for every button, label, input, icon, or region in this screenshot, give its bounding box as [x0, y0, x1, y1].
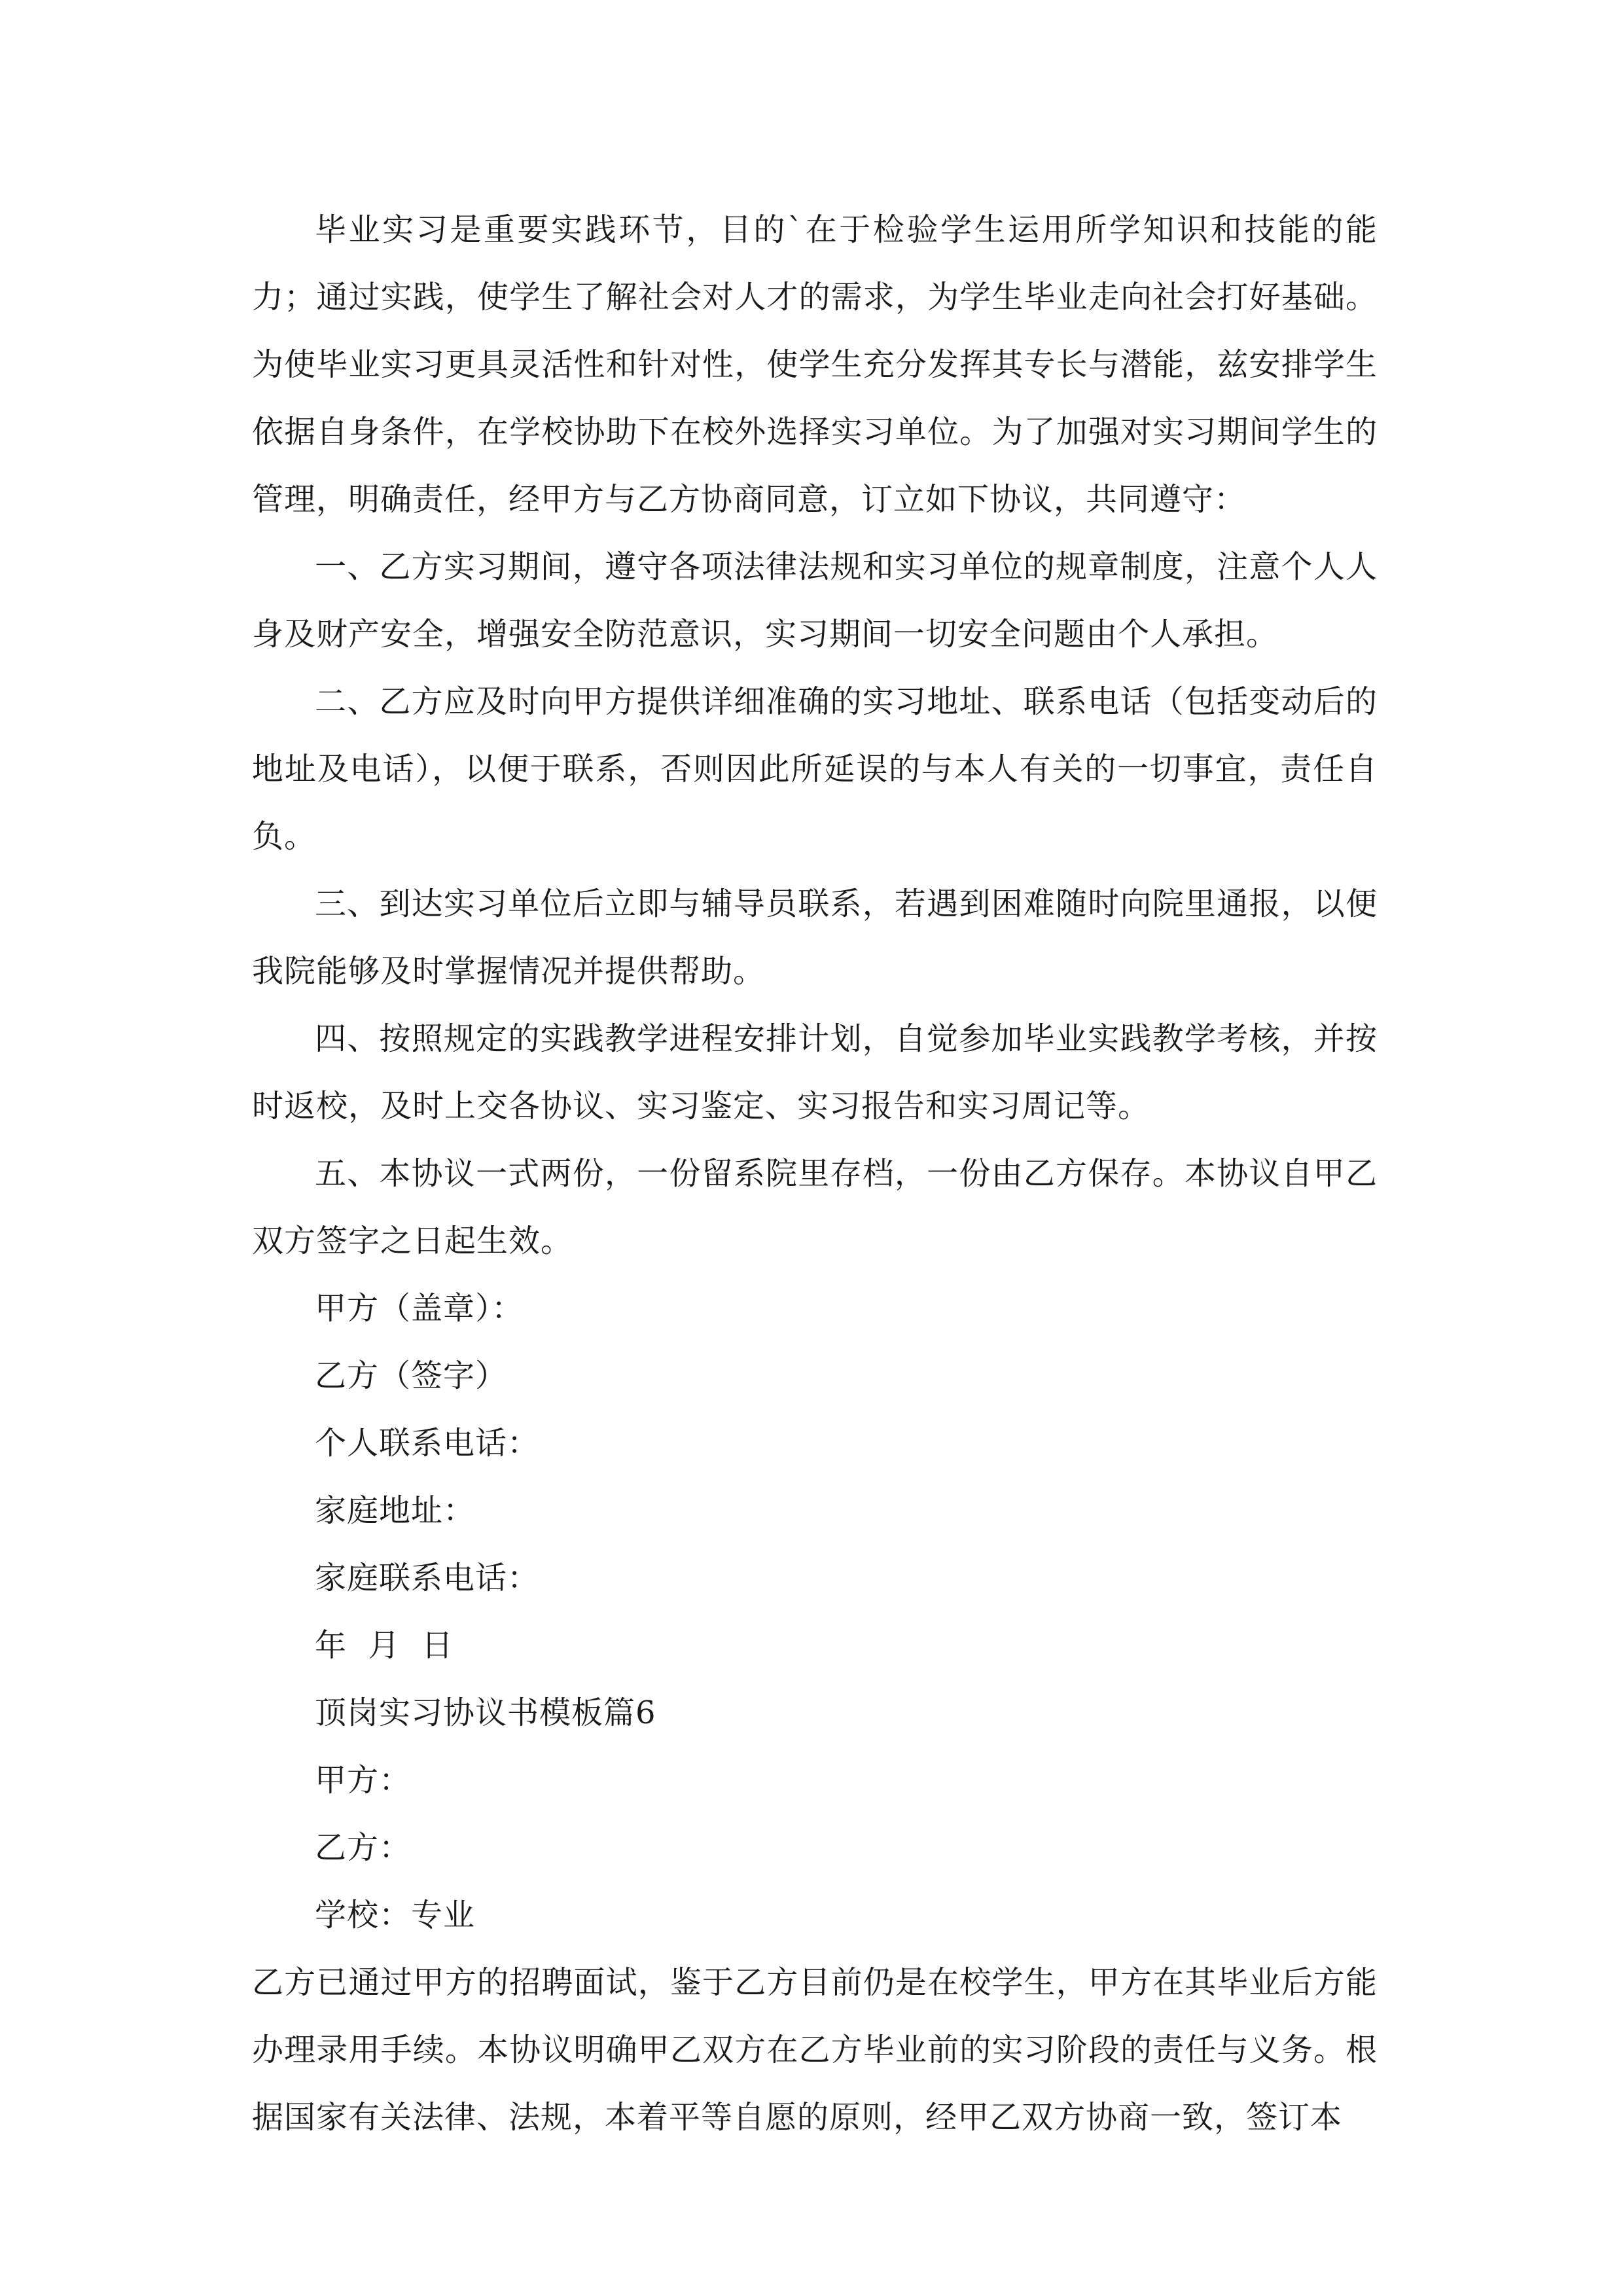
party-a-seal-line: 甲方（盖章）：	[315, 1290, 524, 1327]
section-title: 顶岗实习协议书模板篇6	[315, 1695, 656, 1731]
clause-4: 四、按照规定的实践教学进程安排计划，自觉参加毕业实践教学考核，并按时返校，及时上交各协议、实习鉴定、实习报告和实习周记等。	[252, 1020, 1378, 1124]
section-party-b: 乙方：	[315, 1829, 412, 1866]
closing-paragraph: 乙方已通过甲方的招聘面试，鉴于乙方目前仍是在校学生，甲方在其毕业后方能办理录用手续。本协议明确甲乙双方在乙方毕业前的实习阶段的责任与义务。根据国家有关法律、法规，本着平等自愿的原则，经甲乙双方协商一致，签订本	[252, 1964, 1378, 2136]
home-phone-line: 家庭联系电话：	[315, 1560, 540, 1596]
intro-paragraph: 毕业实习是重要实践环节，目的`在于检验学生运用所学知识和技能的能力；通过实践，使学生了解社会对人才的需求，为学生毕业走向社会打好基础。为使毕业实习更具灵活性和针对性，使学生充分发挥其专长与潜能，兹安排学生依据自身条件，在学校协助下在校外选择实习单位。为了加强对实习期间学生的管理，明确责任，经甲方与乙方协商同意，订立如下协议，共同遵守：	[252, 211, 1378, 518]
section-party-a: 甲方：	[315, 1762, 412, 1799]
clause-5: 五、本协议一式两份，一份留系院里存档，一份由乙方保存。本协议自甲乙双方签字之日起生效。	[252, 1155, 1378, 1259]
date-line: 年 月 日	[315, 1627, 454, 1664]
clause-3: 三、到达实习单位后立即与辅导员联系，若遇到困难随时向院里通报，以便我院能够及时掌握情况并提供帮助。	[252, 886, 1378, 990]
school-major-line: 学校：专业	[315, 1897, 476, 1933]
document-body	[252, 196, 1378, 2151]
party-b-signature-line: 乙方（签字）	[315, 1357, 508, 1394]
home-address-line: 家庭地址：	[315, 1492, 476, 1529]
clause-2: 二、乙方应及时向甲方提供详细准确的实习地址、联系电话（包括变动后的地址及电话），以便于联系，否则因此所延误的与本人有关的一切事宜，责任自负。	[252, 683, 1378, 855]
clause-1: 一、乙方实习期间，遵守各项法律法规和实习单位的规章制度，注意个人人身及财产安全，增强安全防范意识，实习期间一切安全问题由个人承担。	[252, 548, 1378, 653]
personal-phone-line: 个人联系电话：	[315, 1425, 540, 1462]
